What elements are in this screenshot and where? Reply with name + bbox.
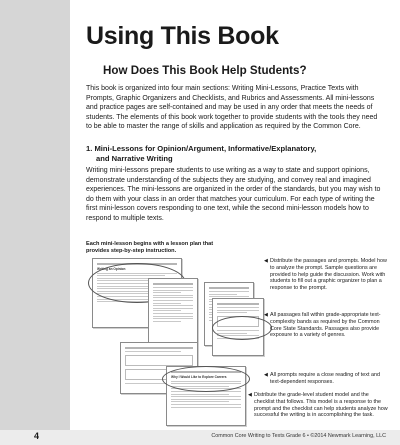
callout-close-reading: ◀ All prompts require a close reading of text and text-dependent responses. xyxy=(264,372,380,385)
passage-thumbnail xyxy=(148,278,198,346)
section-heading-line1: 1. Mini-Lessons for Opinion/Argument, Informative/Explanatory, xyxy=(86,144,317,153)
callout-student-model: ◀ Distribute the grade-level student model and the checklist that follows. This model is a response to the prompt and the checklist can help students analyze how successful the writing is in accomplishing the task. xyxy=(248,392,388,419)
highlight-circle xyxy=(162,366,250,392)
highlight-circle xyxy=(212,316,272,340)
thumbnail-title: Writing an Opinion xyxy=(97,267,126,271)
section-heading-line2: and Narrative Writing xyxy=(96,154,173,163)
figure-caption: Each mini-lesson begins with a lesson plan that provides step-by-step instruction. xyxy=(86,241,214,254)
arrow-left-icon: ◀ xyxy=(264,258,268,264)
page-number: 4 xyxy=(34,431,40,441)
section-body: Writing mini-lessons prepare students to use writing as a way to state and support opinions, demonstrate understanding of the subjects they are studying, and convey real and imagined experiences. The mini-lessons are organized in the order of the standards, but you may wish to do them with your class in an order that matches your curriculum. For each type of writing the first mini-lesson covers responding to one text, while the second mini-lesson models how to respond to multiple texts. xyxy=(86,167,381,222)
page-sidebar-band xyxy=(0,0,70,430)
page-subtitle: How Does This Book Help Students? xyxy=(103,64,307,77)
callout-text-complexity: ◀ All passages fall within grade-appropriate text-complexity bands as required by the Common Core State Standards. Passages also provide exposure to a variety of genres. xyxy=(264,312,381,339)
callout-distribute-passages: ◀ Distribute the passages and prompts. Model how to analyze the prompt. Sample questions are provided to help guide the discussion. Work with students to fill out a graphic organizer to plan a response to the prompt. xyxy=(264,258,387,292)
footer-credit: Common Core Writing to Texts Grade 6 • ©2014 Newmark Learning, LLC xyxy=(211,433,386,439)
thumbnail-title: Why I Would Like to Explore Careers xyxy=(171,375,227,379)
section-heading xyxy=(86,144,376,164)
page-title: Using This Book xyxy=(86,22,279,50)
arrow-left-icon: ◀ xyxy=(248,392,252,398)
arrow-left-icon: ◀ xyxy=(264,372,268,378)
arrow-left-icon: ◀ xyxy=(264,312,268,318)
intro-paragraph: This book is organized into four main sections: Writing Mini-Lessons, Practice Texts with Prompts, Graphic Organizers and Checklists, and Rubrics and Assessments. All mini-lessons and practice pages are self-contained and may be used in any order that meets the needs of students. The elements of this book work together to provide students with the tools they need to be able to master the range of skills and application as required by the Common Core. xyxy=(86,85,378,131)
